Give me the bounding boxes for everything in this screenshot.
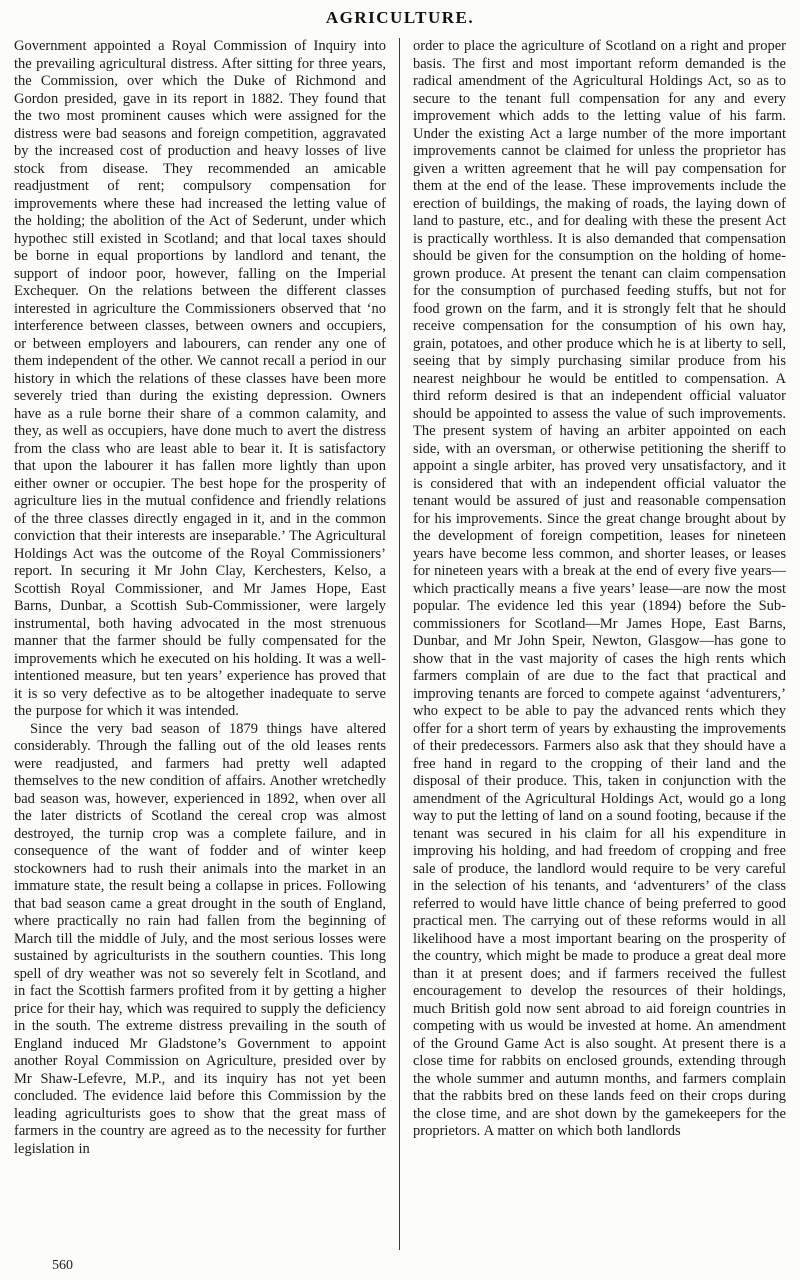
left-column-paragraph-2: Since the very bad season of 1879 things have altered considerably. Through the falling out of the old leases rents were readjusted, and farmers had pretty well adapted themselves to the new condition of affairs. Another wretchedly bad season was, however, experienced in 1892, when over all the later districts of Scotland the cereal crop was almost destroyed, the turnip crop was a complete failure, and in consequence of the want of fodder and of winter keep stockowners had to rush their animals into the market in an immature state, the result being a collapse in prices. Following that bad season came a great drought in the south of England, where practically no rain had fallen from the beginning of March till the middle of July, and the most serious losses were sustained by agriculturists in the southern counties. This long spell of dry weather was not so severely felt in Scotland, and in fact the Scottish farmers profited from it by getting a higher price for their hay, which was required to supply the deficiency in the south. The extreme distress prevailing in the south of England induced Mr Gladstone’s Government to appoint another Royal Commission on Agriculture, presided over by Mr Shaw-Lefevre, M.P., and its inquiry has not yet been concluded. The evidence laid before this Commission by the leading agriculturists goes to show that the great mass of farmers in the country are agreed as to the necessity for further legislation in xyxy=(14,720,386,1157)
two-column-text-block xyxy=(14,38,786,1250)
page-title: AGRICULTURE. xyxy=(325,8,475,27)
left-column xyxy=(14,38,400,1250)
page-number: 560 xyxy=(52,1258,73,1273)
left-column-paragraph-continuation: Government appointed a Royal Commission of Inquiry into the prevailing agricultural distress. After sitting for three years, the Commission, over which the Duke of Richmond and Gordon presided, gave in its report in 1882. They found that the two most prominent causes which were assigned for the distress were bad seasons and foreign competition, aggravated by the increased cost of production and heavy losses of live stock from disease. They recommended an amicable readjustment of rent; compulsory compensation for improvements where these had increased the letting value of the holding; the abolition of the Act of Sederunt, under which hypothec still existed in Scotland; and that local taxes should be borne in equal proportions by landlord and tenant, the support of indoor poor, however, falling on the Imperial Exchequer. On the relations between the different classes interested in agriculture the Commissioners observed that ‘no interference between classes, between owners and occupiers, or between employers and labourers, can render any one of them independent of the other. We cannot recall a period in our history in which the relations of these classes have been more severely tried than during the existing depression. Owners have as a rule borne their share of a common calamity, and they, as well as occupiers, have done much to avert the distress from the class who are least able to bear it. It is satisfactory that upon the labourer it has fallen more lightly than upon either owner or occupier. The best hope for the prosperity of agriculture lies in the mutual confidence and friendly relations of the three classes directly engaged in it, and in the common conviction that their interests are inseparable.’ The Agricultural Holdings Act was the outcome of the Royal Commissioners’ report. In securing it Mr John Clay, Kerchesters, Kelso, a Scottish Royal Commissioner, and Mr James Hope, East Barns, Dunbar, a Scottish Sub-Commissioner, were largely instrumental, both having advocated in the most strenuous manner that the farmer should be fully compensated for the improvements which he executed on his holding. It was a well-intentioned measure, but ten years’ experience has proved that it is so very defective as to be altogether inadequate to serve the purpose for which it was intended. xyxy=(14,38,386,719)
right-column-paragraph-continuation: order to place the agriculture of Scotland on a right and proper basis. The first and most important reform demanded is the radical amendment of the Agricultural Holdings Act, so as to secure to the tenant full compensation for any and every improvement which adds to the letting value of his farm. Under the existing Act a large number of the more important improvements cannot be claimed for unless the proprietor has given a written agreement that he will pay compensation for them at the end of the lease. These improvements include the erection of buildings, the making of roads, the laying down of land to pasture, etc., and for dealing with these the present Act is practically worthless. It is also demanded that compensation should be given for the consumption on the holding of home-grown produce. At present the tenant can claim compensation for the consumption of purchased feeding stuffs, but not for food grown on the farm, and it is strongly felt that he should receive compensation for the consumption of his own hay, grain, potatoes, and other produce which he is at liberty to sell, seeing that by simply purchasing similar produce from his nearest neighbour he would be entitled to compensation. A third reform desired is that an independent official valuator should be appointed to assess the value of such improvements. The present system of having an arbiter appointed on each side, with an oversman, or otherwise petitioning the sheriff to appoint a single arbiter, has proved very unsatisfactory, and it is considered that with an independent official valuator the tenant would be assured of just and reasonable compensation for his improvements. Since the great change brought about by the development of foreign competition, leases for nineteen years have become less common, and shorter leases, or leases for nineteen years with a break at the end of every five years—which practically means a five years’ lease—are now the most popular. The evidence led this year (1894) before the Sub-commissioners for Scotland—Mr James Hope, East Barns, Dunbar, and Mr John Speir, Newton, Glasgow—has gone to show that in the vast majority of cases the high rents which farmers complain of are due to the fact that practical and improving tenants are forced to compete against ‘adventurers,’ who expect to be able to pay the advanced rents which they offer for a short term of years by exhausting the improvements of their predecessors. Farmers also ask that they should have a free hand in regard to the cropping of their land and the disposal of their produce. This, taken in conjunction with the amendment of the Agricultural Holdings Act, would go a long way to put the letting of land on a sound footing, because if the tenant was secured in his claim for all his expenditure in improving his holding, and had freedom of cropping and free sale of produce, the landlord would require to be very careful in the selection of his tenants, and ‘adventurers’ of the class referred to would have little chance of being preferred to good practical men. The carrying out of these reforms would in all likelihood have a most important bearing on the prosperity of the country, which might be made to produce a great deal more than it at present does; and if farmers received the fullest encouragement to develop the resources of their holdings, much British gold now sent abroad to aid foreign countries in competing with us would be invested at home. An amendment of the Ground Game Act is also sought. At present there is a close time for rabbits on enclosed grounds, extending through the whole summer and autumn months, and farmers complain that the rabbits bred on these lands feed on their crops during the close time, and are shot down by the gamekeepers for the proprietors. A matter on which both landlords xyxy=(413,38,786,1139)
right-column xyxy=(400,38,786,1250)
